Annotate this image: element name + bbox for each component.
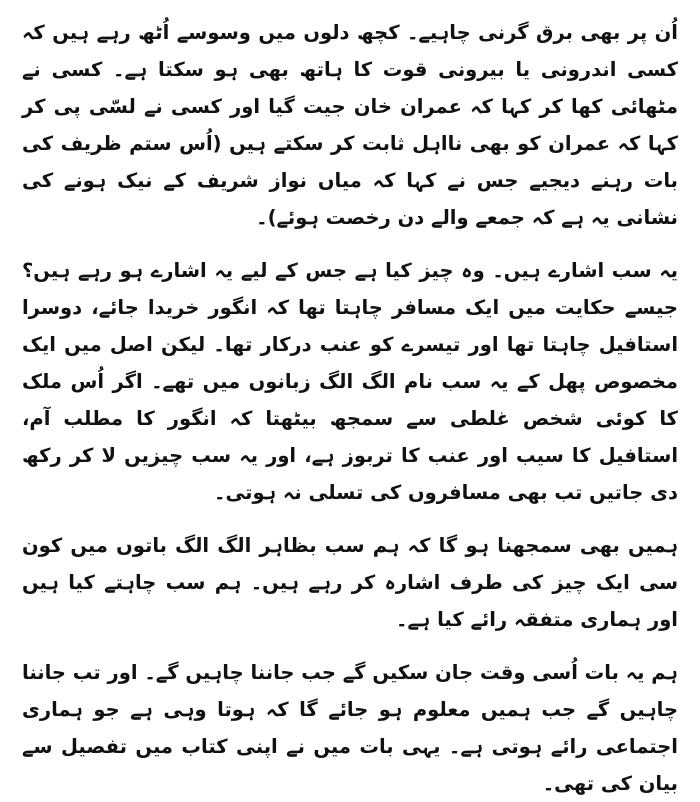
paragraph-1: اُن پر بھی برق گرنی چاہیے۔ کچھ دلوں میں وسوسے اُٹھ رہے ہیں کہ کسی اندرونی یا بیرونی قوت کا ہاتھ بھی ہو سکتا ہے۔ کسی نے مٹھائی کھا کر کہا کہ عمران خان جیت گیا اور کسی نے لسّی پی کر کہا کہ عمران کو بھی نااہل ثابت کر سکتے ہیں (اُس ستم ظریف کی بات رہنے دیجیے جس نے کہا کہ میاں نواز شریف کے نیک ہونے کی نشانی یہ ہے کہ جمعے والے دن رخصت ہوئے)۔ xyxy=(22,21,678,229)
paragraph-4: ہم یہ بات اُسی وقت جان سکیں گے جب جاننا چاہیں گے۔ اور تب جاننا چاہیں گے جب ہمیں معلوم ہو جائے گا کہ ہوتا وہی ہے جو ہماری اجتماعی رائے ہوتی ہے۔ یہی بات میں نے اپنی کتاب میں تفصیل سے بیان کی تھی۔ xyxy=(22,661,678,795)
paragraph-3: ہمیں بھی سمجھنا ہو گا کہ ہم سب بظاہر الگ الگ باتوں میں کون سی ایک چیز کی طرف اشارہ کر رہے ہیں۔ ہم سب چاہتے کیا ہیں اور ہماری متفقہ رائے کیا ہے۔ xyxy=(22,534,678,631)
paragraph-2: یہ سب اشارے ہیں۔ وہ چیز کیا ہے جس کے لیے یہ اشارے ہو رہے ہیں؟ جیسے حکایت میں ایک مسافر چاہتا تھا کہ انگور خریدا جائے، دوسرا استافیل چاہتا تھا اور تیسرے کو عنب درکار تھا۔ لیکن اصل میں ایک مخصوص پھل کے یہ سب نام الگ الگ زبانوں میں تھے۔ اگر اُس ملک کا کوئی شخص غلطی سے سمجھ بیٹھتا کہ انگور کا مطلب آم، استافیل کا سیب اور عنب کا تربوز ہے، اور یہ سب چیزیں لا کر رکھ دی جاتیں تب بھی مسافروں کی تسلی نہ ہوتی۔ xyxy=(22,259,678,504)
